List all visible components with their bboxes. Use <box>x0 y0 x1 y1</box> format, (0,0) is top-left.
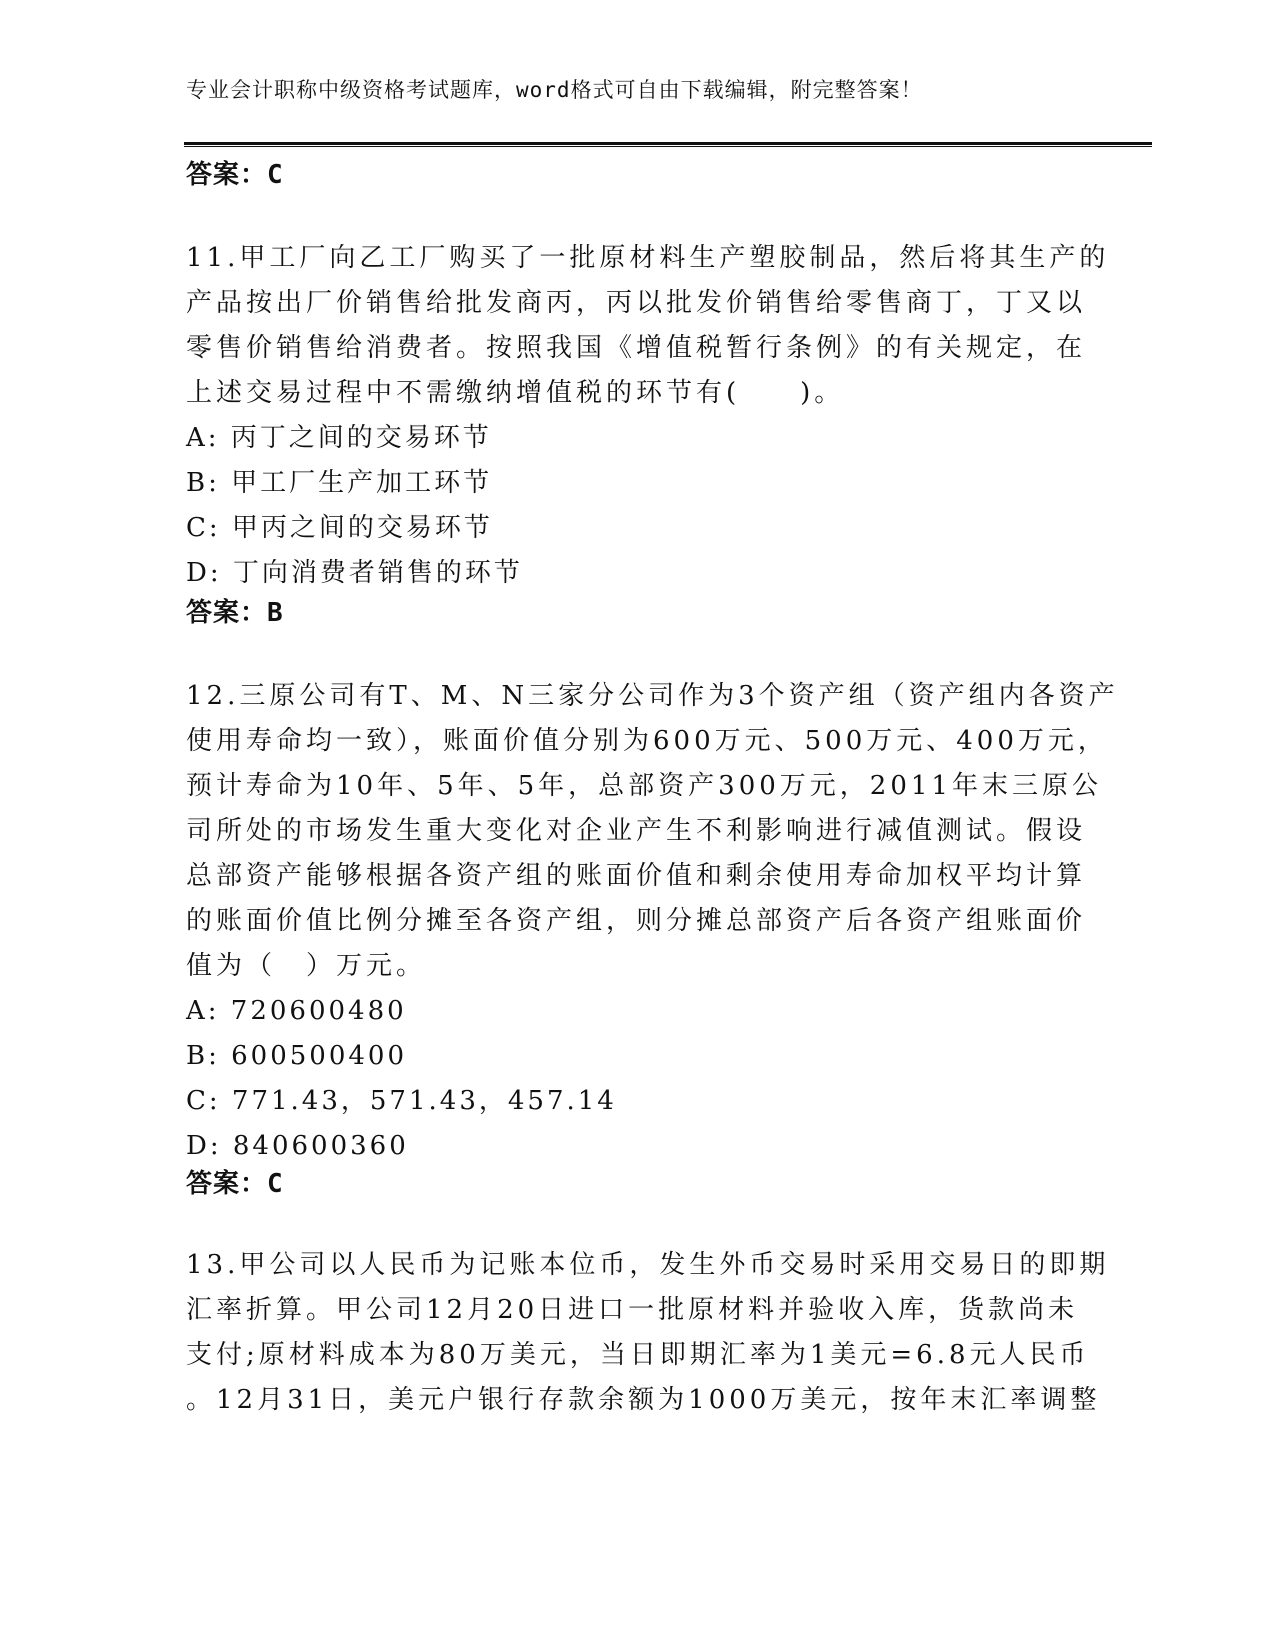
question-text-line: 汇率折算。甲公司12月20日进口一批原材料并验收入库，货款尚未 <box>186 1295 1079 1325</box>
page-header: 专业会计职称中级资格考试题库，word格式可自由下载编辑，附完整答案！ <box>186 78 923 102</box>
answer-12: 答案：C <box>186 1169 284 1199</box>
option-d: D: 840600360 <box>186 1131 409 1161</box>
option-c: C: 771.43，571.43，457.14 <box>186 1086 617 1116</box>
previous-answer: 答案：C <box>186 160 284 190</box>
question-text-line: 11.甲工厂向乙工厂购买了一批原材料生产塑胶制品，然后将其生产的 <box>186 243 1110 273</box>
option-a: A: 720600480 <box>186 996 407 1026</box>
question-text-line: 13.甲公司以人民币为记账本位币，发生外币交易时采用交易日的即期 <box>186 1250 1110 1280</box>
option-c: C: 甲丙之间的交易环节 <box>186 513 493 543</box>
option-b: B: 600500400 <box>186 1041 408 1071</box>
question-13 <box>186 1243 1110 1423</box>
question-text-line: 值为（ ）万元。 <box>186 951 427 981</box>
question-text-line: 12.三原公司有T、M、N三家分公司作为3个资产组（资产组内各资产 <box>186 681 1119 711</box>
option-a: A: 丙丁之间的交易环节 <box>186 423 492 453</box>
question-text-line: 总部资产能够根据各资产组的账面价值和剩余使用寿命加权平均计算 <box>186 861 1087 891</box>
question-11 <box>186 236 1110 596</box>
question-text-line: 司所处的市场发生重大变化对企业产生不利影响进行减值测试。假设 <box>186 816 1087 846</box>
option-d: D: 丁向消费者销售的环节 <box>186 558 523 588</box>
option-b: B: 甲工厂生产加工环节 <box>186 468 493 498</box>
question-text-line: 。12月31日，美元户银行存款余额为1000万美元，按年末汇率调整 <box>186 1385 1101 1415</box>
answer-11: 答案：B <box>186 598 284 628</box>
question-text-line: 预计寿命为10年、5年、5年，总部资产300万元，2011年末三原公 <box>186 771 1102 801</box>
question-text-line: 的账面价值比例分摊至各资产组，则分摊总部资产后各资产组账面价 <box>186 906 1087 936</box>
question-text-line: 零售价销售给消费者。按照我国《增值税暂行条例》的有关规定，在 <box>186 333 1087 363</box>
question-12 <box>186 674 1119 1169</box>
question-text-line: 使用寿命均一致），账面价值分别为600万元、500万元、400万元， <box>186 726 1108 756</box>
header-divider <box>184 142 1152 147</box>
question-text-line: 上述交易过程中不需缴纳增值税的环节有( )。 <box>186 378 845 408</box>
question-text-line: 支付;原材料成本为80万美元，当日即期汇率为1美元=6.8元人民币 <box>186 1340 1090 1370</box>
question-text-line: 产品按出厂价销售给批发商丙，丙以批发价销售给零售商丁，丁又以 <box>186 288 1087 318</box>
